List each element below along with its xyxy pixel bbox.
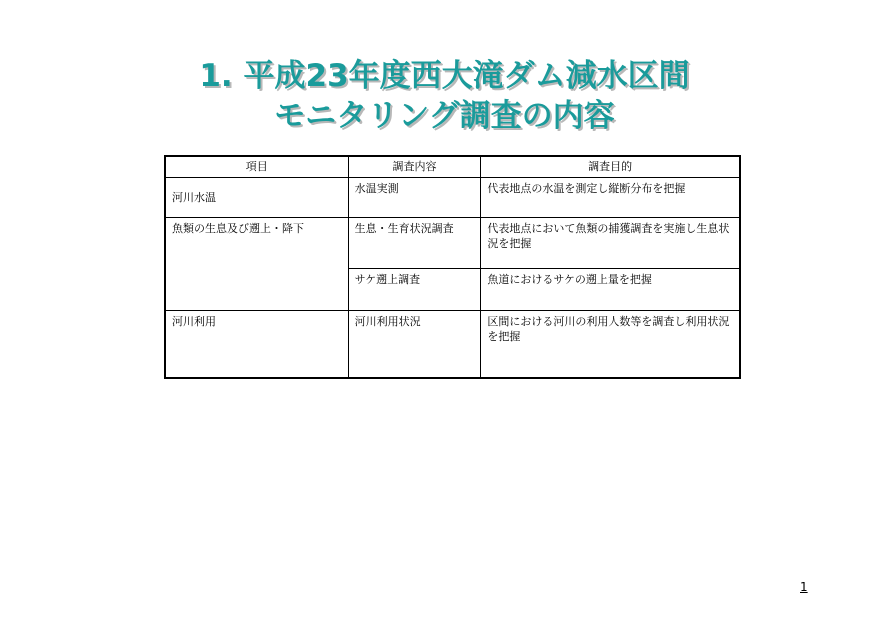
table-row: [165, 311, 740, 379]
cell-content: 水温実測: [348, 178, 481, 218]
cell-item: 河川利用: [165, 311, 348, 379]
page-number: 1: [800, 580, 808, 594]
cell-content: 生息・生育状況調査: [348, 218, 481, 269]
title-line-1: 1. 平成23年度西大滝ダム減水区間: [199, 58, 690, 94]
table-header-row: [165, 156, 740, 178]
cell-purpose: 魚道におけるサケの遡上量を把握: [481, 269, 740, 311]
cell-purpose: 代表地点の水温を測定し縦断分布を把握: [481, 178, 740, 218]
survey-table: [164, 155, 741, 379]
cell-content: サケ遡上調査: [348, 269, 481, 311]
table-row: [165, 218, 740, 269]
cell-purpose: 代表地点において魚類の捕獲調査を実施し生息状況を把握: [481, 218, 740, 269]
cell-content: 河川利用状況: [348, 311, 481, 379]
title-line-2: モニタリング調査の内容: [274, 98, 615, 134]
header-item: 項目: [165, 156, 348, 178]
header-content: 調査内容: [348, 156, 481, 178]
cell-item: 河川水温: [165, 178, 348, 218]
page-title: [0, 56, 889, 136]
cell-purpose: 区間における河川の利用人数等を調査し利用状況を把握: [481, 311, 740, 379]
header-purpose: 調査目的: [481, 156, 740, 178]
table-row: [165, 178, 740, 218]
cell-item: 魚類の生息及び遡上・降下: [165, 218, 348, 311]
